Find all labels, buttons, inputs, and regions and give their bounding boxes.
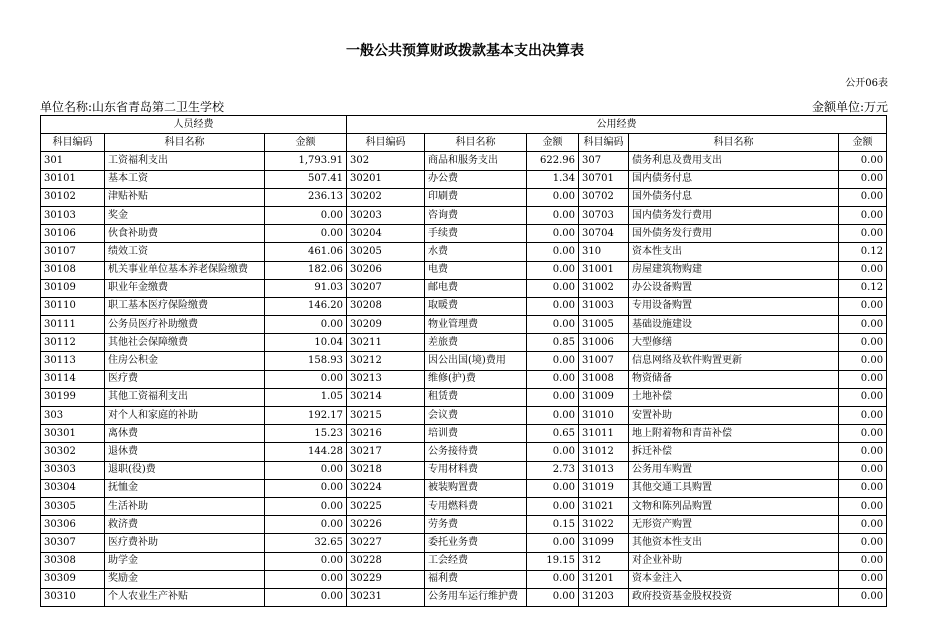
capital-name-cell: 公务用车购置 [629, 461, 839, 479]
table-row [41, 588, 887, 606]
public-name-cell: 取暖费 [425, 297, 527, 315]
personnel-name-cell: 奖金 [105, 206, 265, 224]
public-name-cell: 印刷费 [425, 188, 527, 206]
public-name-cell: 水费 [425, 243, 527, 261]
personnel-amount-cell: 461.06 [265, 243, 347, 261]
public-amount-cell: 0.00 [527, 188, 579, 206]
personnel-name-cell: 其他社会保障缴费 [105, 334, 265, 352]
capital-name-cell: 资本性支出 [629, 243, 839, 261]
public-name-cell: 专用燃料费 [425, 497, 527, 515]
capital-code-cell: 31008 [579, 370, 629, 388]
personnel-code-cell: 30306 [41, 516, 105, 534]
capital-amount-cell: 0.00 [839, 152, 887, 170]
public-code-cell: 30207 [347, 279, 425, 297]
capital-code-cell: 31010 [579, 407, 629, 425]
group-personnel: 人员经费 [41, 116, 347, 134]
personnel-amount-cell: 32.65 [265, 534, 347, 552]
personnel-name-cell: 津贴补贴 [105, 188, 265, 206]
header-name: 科目名称 [425, 134, 527, 152]
public-code-cell: 30217 [347, 443, 425, 461]
public-code-cell: 30212 [347, 352, 425, 370]
table-row [41, 497, 887, 515]
table-row [41, 170, 887, 188]
personnel-amount-cell: 182.06 [265, 261, 347, 279]
capital-code-cell: 31011 [579, 425, 629, 443]
public-amount-cell: 0.00 [527, 388, 579, 406]
capital-code-cell: 307 [579, 152, 629, 170]
personnel-code-cell: 30109 [41, 279, 105, 297]
personnel-code-cell: 30113 [41, 352, 105, 370]
public-amount-cell: 0.00 [527, 261, 579, 279]
header-code: 科目编码 [347, 134, 425, 152]
public-amount-cell: 0.65 [527, 425, 579, 443]
public-name-cell: 办公费 [425, 170, 527, 188]
public-amount-cell: 0.00 [527, 225, 579, 243]
personnel-code-cell: 30103 [41, 206, 105, 224]
public-code-cell: 30218 [347, 461, 425, 479]
capital-name-cell: 地上附着物和青苗补偿 [629, 425, 839, 443]
capital-name-cell: 房屋建筑物购建 [629, 261, 839, 279]
capital-name-cell: 其他资本性支出 [629, 534, 839, 552]
table-row [41, 443, 887, 461]
public-name-cell: 因公出国(境)费用 [425, 352, 527, 370]
capital-amount-cell: 0.00 [839, 316, 887, 334]
personnel-name-cell: 抚恤金 [105, 479, 265, 497]
personnel-code-cell: 30110 [41, 297, 105, 315]
public-code-cell: 30214 [347, 388, 425, 406]
public-code-cell: 30224 [347, 479, 425, 497]
personnel-code-cell: 30302 [41, 443, 105, 461]
public-name-cell: 被装购置费 [425, 479, 527, 497]
table-row [41, 425, 887, 443]
capital-name-cell: 拆迁补偿 [629, 443, 839, 461]
public-amount-cell: 0.00 [527, 407, 579, 425]
capital-name-cell: 其他交通工具购置 [629, 479, 839, 497]
public-amount-cell: 0.00 [527, 279, 579, 297]
table-row [41, 334, 887, 352]
personnel-code-cell: 30301 [41, 425, 105, 443]
public-code-cell: 30215 [347, 407, 425, 425]
personnel-amount-cell: 0.00 [265, 516, 347, 534]
personnel-amount-cell: 0.00 [265, 588, 347, 606]
capital-name-cell: 安置补助 [629, 407, 839, 425]
public-name-cell: 租赁费 [425, 388, 527, 406]
public-amount-cell: 0.00 [527, 570, 579, 588]
table-row [41, 297, 887, 315]
capital-amount-cell: 0.00 [839, 588, 887, 606]
capital-name-cell: 物资储备 [629, 370, 839, 388]
capital-name-cell: 国内债务付息 [629, 170, 839, 188]
table-row [41, 388, 887, 406]
public-amount-cell: 0.85 [527, 334, 579, 352]
personnel-code-cell: 30112 [41, 334, 105, 352]
capital-name-cell: 信息网络及软件购置更新 [629, 352, 839, 370]
personnel-code-cell: 30305 [41, 497, 105, 515]
capital-name-cell: 对企业补助 [629, 552, 839, 570]
personnel-code-cell: 30304 [41, 479, 105, 497]
personnel-amount-cell: 0.00 [265, 206, 347, 224]
capital-name-cell: 国外债务付息 [629, 188, 839, 206]
public-name-cell: 邮电费 [425, 279, 527, 297]
public-amount-cell: 0.00 [527, 206, 579, 224]
personnel-name-cell: 助学金 [105, 552, 265, 570]
public-amount-cell: 0.00 [527, 497, 579, 515]
capital-code-cell: 31003 [579, 297, 629, 315]
table-row [41, 516, 887, 534]
capital-name-cell: 土地补偿 [629, 388, 839, 406]
personnel-code-cell: 30309 [41, 570, 105, 588]
expenditure-table [40, 115, 887, 607]
public-amount-cell: 0.00 [527, 370, 579, 388]
personnel-name-cell: 职业年金缴费 [105, 279, 265, 297]
capital-name-cell: 国内债务发行费用 [629, 206, 839, 224]
capital-code-cell: 31203 [579, 588, 629, 606]
public-code-cell: 30209 [347, 316, 425, 334]
public-code-cell: 30204 [347, 225, 425, 243]
table-row [41, 370, 887, 388]
capital-code-cell: 31006 [579, 334, 629, 352]
form-code: 公开06表 [845, 78, 888, 89]
public-code-cell: 30216 [347, 425, 425, 443]
personnel-amount-cell: 0.00 [265, 370, 347, 388]
public-name-cell: 劳务费 [425, 516, 527, 534]
table-row [41, 188, 887, 206]
public-name-cell: 物业管理费 [425, 316, 527, 334]
capital-code-cell: 312 [579, 552, 629, 570]
public-code-cell: 30202 [347, 188, 425, 206]
capital-code-cell: 31009 [579, 388, 629, 406]
personnel-name-cell: 公务员医疗补助缴费 [105, 316, 265, 334]
personnel-name-cell: 医疗费 [105, 370, 265, 388]
capital-code-cell: 31021 [579, 497, 629, 515]
capital-amount-cell: 0.00 [839, 352, 887, 370]
public-name-cell: 会议费 [425, 407, 527, 425]
personnel-name-cell: 绩效工资 [105, 243, 265, 261]
capital-name-cell: 文物和陈列品购置 [629, 497, 839, 515]
personnel-amount-cell: 0.00 [265, 570, 347, 588]
personnel-amount-cell: 507.41 [265, 170, 347, 188]
personnel-name-cell: 其他工资福利支出 [105, 388, 265, 406]
public-name-cell: 维修(护)费 [425, 370, 527, 388]
report-title: 一般公共预算财政拨款基本支出决算表 [346, 43, 584, 59]
personnel-amount-cell: 0.00 [265, 552, 347, 570]
public-name-cell: 公务用车运行维护费 [425, 588, 527, 606]
table-row [41, 552, 887, 570]
table-row [41, 461, 887, 479]
personnel-code-cell: 30303 [41, 461, 105, 479]
public-amount-cell: 0.00 [527, 588, 579, 606]
personnel-name-cell: 退休费 [105, 443, 265, 461]
table-row [41, 316, 887, 334]
public-amount-cell: 0.00 [527, 297, 579, 315]
personnel-code-cell: 30111 [41, 316, 105, 334]
personnel-name-cell: 对个人和家庭的补助 [105, 407, 265, 425]
public-code-cell: 30229 [347, 570, 425, 588]
header-amount: 金额 [839, 134, 887, 152]
personnel-amount-cell: 0.00 [265, 497, 347, 515]
public-amount-cell: 0.00 [527, 316, 579, 334]
capital-amount-cell: 0.12 [839, 243, 887, 261]
public-name-cell: 咨询费 [425, 206, 527, 224]
public-amount-cell: 0.00 [527, 352, 579, 370]
personnel-name-cell: 离休费 [105, 425, 265, 443]
personnel-amount-cell: 91.03 [265, 279, 347, 297]
capital-code-cell: 31012 [579, 443, 629, 461]
capital-amount-cell: 0.00 [839, 516, 887, 534]
personnel-name-cell: 基本工资 [105, 170, 265, 188]
personnel-amount-cell: 15.23 [265, 425, 347, 443]
capital-code-cell: 30703 [579, 206, 629, 224]
public-name-cell: 商品和服务支出 [425, 152, 527, 170]
personnel-amount-cell: 158.93 [265, 352, 347, 370]
public-code-cell: 30227 [347, 534, 425, 552]
capital-name-cell: 大型修缮 [629, 334, 839, 352]
public-amount-cell: 622.96 [527, 152, 579, 170]
public-code-cell: 30228 [347, 552, 425, 570]
public-code-cell: 30203 [347, 206, 425, 224]
capital-amount-cell: 0.00 [839, 370, 887, 388]
public-amount-cell: 0.15 [527, 516, 579, 534]
capital-amount-cell: 0.00 [839, 479, 887, 497]
capital-code-cell: 30704 [579, 225, 629, 243]
capital-amount-cell: 0.00 [839, 388, 887, 406]
public-amount-cell: 1.34 [527, 170, 579, 188]
capital-name-cell: 国外债务发行费用 [629, 225, 839, 243]
personnel-code-cell: 30101 [41, 170, 105, 188]
public-name-cell: 专用材料费 [425, 461, 527, 479]
public-amount-cell: 0.00 [527, 479, 579, 497]
personnel-code-cell: 30310 [41, 588, 105, 606]
personnel-code-cell: 30199 [41, 388, 105, 406]
table-row [41, 534, 887, 552]
header-code: 科目编码 [41, 134, 105, 152]
public-name-cell: 委托业务费 [425, 534, 527, 552]
public-code-cell: 30226 [347, 516, 425, 534]
public-code-cell: 30208 [347, 297, 425, 315]
personnel-amount-cell: 1,793.91 [265, 152, 347, 170]
personnel-name-cell: 工资福利支出 [105, 152, 265, 170]
capital-code-cell: 31002 [579, 279, 629, 297]
public-name-cell: 培训费 [425, 425, 527, 443]
public-amount-cell: 0.00 [527, 243, 579, 261]
public-name-cell: 工会经费 [425, 552, 527, 570]
capital-amount-cell: 0.00 [839, 297, 887, 315]
unit-name: 单位名称:山东省青岛第二卫生学校 [40, 100, 225, 114]
personnel-name-cell: 机关事业单位基本养老保险缴费 [105, 261, 265, 279]
public-amount-cell: 2.73 [527, 461, 579, 479]
capital-amount-cell: 0.12 [839, 279, 887, 297]
capital-amount-cell: 0.00 [839, 170, 887, 188]
capital-amount-cell: 0.00 [839, 261, 887, 279]
capital-amount-cell: 0.00 [839, 225, 887, 243]
capital-amount-cell: 0.00 [839, 334, 887, 352]
personnel-code-cell: 30307 [41, 534, 105, 552]
header-amount: 金额 [265, 134, 347, 152]
public-name-cell: 手续费 [425, 225, 527, 243]
personnel-amount-cell: 1.05 [265, 388, 347, 406]
personnel-code-cell: 30308 [41, 552, 105, 570]
capital-name-cell: 资本金注入 [629, 570, 839, 588]
personnel-code-cell: 30114 [41, 370, 105, 388]
capital-amount-cell: 0.00 [839, 534, 887, 552]
personnel-amount-cell: 236.13 [265, 188, 347, 206]
table-row [41, 352, 887, 370]
personnel-code-cell: 301 [41, 152, 105, 170]
capital-code-cell: 310 [579, 243, 629, 261]
amount-unit: 金额单位:万元 [811, 100, 888, 114]
group-public: 公用经费 [347, 116, 887, 134]
personnel-amount-cell: 10.04 [265, 334, 347, 352]
personnel-code-cell: 303 [41, 407, 105, 425]
public-code-cell: 30213 [347, 370, 425, 388]
capital-code-cell: 31022 [579, 516, 629, 534]
capital-name-cell: 债务利息及费用支出 [629, 152, 839, 170]
personnel-name-cell: 生活补助 [105, 497, 265, 515]
capital-code-cell: 31201 [579, 570, 629, 588]
capital-name-cell: 办公设备购置 [629, 279, 839, 297]
personnel-name-cell: 个人农业生产补贴 [105, 588, 265, 606]
capital-name-cell: 政府投资基金股权投资 [629, 588, 839, 606]
header-code: 科目编码 [579, 134, 629, 152]
personnel-amount-cell: 0.00 [265, 316, 347, 334]
personnel-name-cell: 救济费 [105, 516, 265, 534]
public-code-cell: 30225 [347, 497, 425, 515]
capital-amount-cell: 0.00 [839, 425, 887, 443]
public-code-cell: 30201 [347, 170, 425, 188]
header-amount: 金额 [527, 134, 579, 152]
personnel-code-cell: 30102 [41, 188, 105, 206]
capital-code-cell: 31005 [579, 316, 629, 334]
public-code-cell: 30231 [347, 588, 425, 606]
personnel-amount-cell: 146.20 [265, 297, 347, 315]
table-row [41, 225, 887, 243]
personnel-name-cell: 住房公积金 [105, 352, 265, 370]
personnel-code-cell: 30107 [41, 243, 105, 261]
capital-code-cell: 31007 [579, 352, 629, 370]
public-code-cell: 302 [347, 152, 425, 170]
personnel-amount-cell: 192.17 [265, 407, 347, 425]
header-name: 科目名称 [105, 134, 265, 152]
capital-code-cell: 30701 [579, 170, 629, 188]
table-row [41, 479, 887, 497]
table-row [41, 152, 887, 170]
capital-amount-cell: 0.00 [839, 188, 887, 206]
personnel-name-cell: 职工基本医疗保险缴费 [105, 297, 265, 315]
personnel-amount-cell: 0.00 [265, 479, 347, 497]
personnel-code-cell: 30106 [41, 225, 105, 243]
capital-name-cell: 无形资产购置 [629, 516, 839, 534]
personnel-name-cell: 奖励金 [105, 570, 265, 588]
capital-code-cell: 31099 [579, 534, 629, 552]
capital-amount-cell: 0.00 [839, 497, 887, 515]
capital-amount-cell: 0.00 [839, 407, 887, 425]
personnel-name-cell: 退职(役)费 [105, 461, 265, 479]
capital-amount-cell: 0.00 [839, 206, 887, 224]
capital-amount-cell: 0.00 [839, 443, 887, 461]
table-row [41, 243, 887, 261]
capital-amount-cell: 0.00 [839, 461, 887, 479]
public-name-cell: 电费 [425, 261, 527, 279]
public-name-cell: 公务接待费 [425, 443, 527, 461]
header-name: 科目名称 [629, 134, 839, 152]
table-row [41, 407, 887, 425]
capital-amount-cell: 0.00 [839, 552, 887, 570]
public-name-cell: 差旅费 [425, 334, 527, 352]
public-name-cell: 福利费 [425, 570, 527, 588]
public-code-cell: 30205 [347, 243, 425, 261]
capital-amount-cell: 0.00 [839, 570, 887, 588]
table-row [41, 261, 887, 279]
capital-code-cell: 31019 [579, 479, 629, 497]
public-amount-cell: 0.00 [527, 534, 579, 552]
table-row [41, 570, 887, 588]
table-row [41, 279, 887, 297]
personnel-code-cell: 30108 [41, 261, 105, 279]
public-amount-cell: 19.15 [527, 552, 579, 570]
capital-code-cell: 30702 [579, 188, 629, 206]
public-code-cell: 30211 [347, 334, 425, 352]
public-code-cell: 30206 [347, 261, 425, 279]
public-amount-cell: 0.00 [527, 443, 579, 461]
table-row [41, 206, 887, 224]
personnel-amount-cell: 144.28 [265, 443, 347, 461]
capital-code-cell: 31013 [579, 461, 629, 479]
personnel-amount-cell: 0.00 [265, 225, 347, 243]
personnel-amount-cell: 0.00 [265, 461, 347, 479]
personnel-name-cell: 医疗费补助 [105, 534, 265, 552]
capital-code-cell: 31001 [579, 261, 629, 279]
capital-name-cell: 专用设备购置 [629, 297, 839, 315]
capital-name-cell: 基础设施建设 [629, 316, 839, 334]
personnel-name-cell: 伙食补助费 [105, 225, 265, 243]
